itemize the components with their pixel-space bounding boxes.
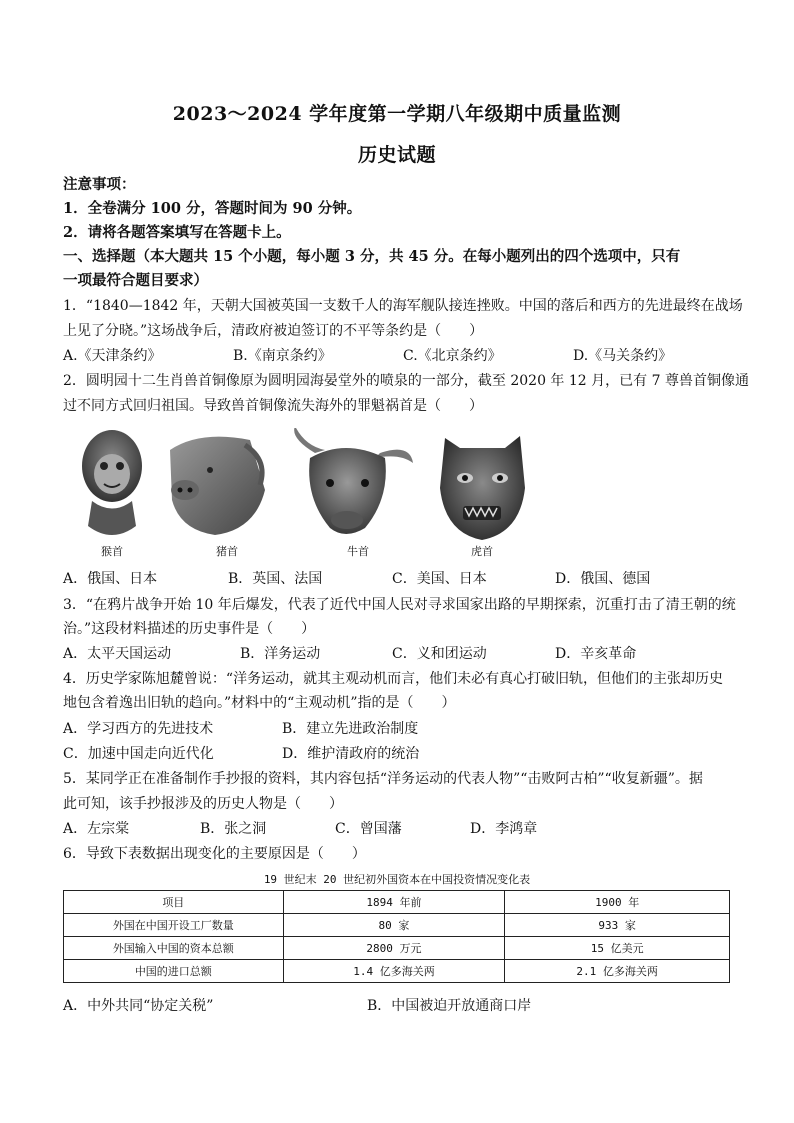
q6-option-a[interactable]: A．中外共同“协定关税” — [63, 998, 214, 1014]
note-item: 2．请将各题答案填写在答题卡上。 — [63, 224, 291, 241]
image-caption-pig: 猪首 — [216, 545, 238, 558]
table-row — [64, 960, 730, 983]
q5-option-c[interactable]: C．曾国藩 — [335, 821, 402, 837]
q4-option-b[interactable]: B．建立先进政治制度 — [282, 721, 419, 737]
q4-option-d[interactable]: D．维护清政府的统治 — [282, 746, 420, 762]
ox-head-icon — [285, 428, 415, 543]
table-cell: 933 家 — [505, 914, 730, 937]
table-cell: 2800 万元 — [283, 937, 505, 960]
q1-option-d[interactable]: D.《马关条约》 — [573, 348, 673, 364]
monkey-head-icon — [70, 426, 155, 543]
question-2-stem: 2．圆明园十二生肖兽首铜像原为圆明园海晏堂外的喷泉的一部分，截至 2020 年 12 月，已有 7 尊兽首铜像通 — [63, 373, 749, 389]
table-cell: 15 亿美元 — [505, 937, 730, 960]
table-header-cell: 1900 年 — [505, 891, 730, 914]
q5-option-d[interactable]: D．李鸿章 — [470, 821, 538, 837]
table-header-cell: 项目 — [64, 891, 284, 914]
exam-subtitle: 历史试题 — [357, 144, 436, 166]
q4-option-c[interactable]: C．加速中国走向近代化 — [63, 746, 214, 762]
q1-option-b[interactable]: B.《南京条约》 — [233, 348, 332, 364]
q2-option-b[interactable]: B．英国、法国 — [228, 571, 323, 587]
exam-title: 2023～2024 学年度第一学期八年级期中质量监测 — [172, 103, 622, 125]
question-5-stem-cont: 此可知，该手抄报涉及的历史人物是（ ） — [63, 796, 343, 812]
investment-table — [63, 890, 730, 983]
table-caption: 19 世纪末 20 世纪初外国资本在中国投资情况变化表 — [263, 873, 531, 886]
image-caption-tiger: 虎首 — [471, 545, 493, 558]
section-heading: 一、选择题（本大题共 15 个小题，每小题 3 分，共 45 分。在每小题列出的四个选项中，只有 — [63, 248, 681, 265]
image-caption-ox: 牛首 — [347, 545, 369, 558]
table-cell: 1.4 亿多海关两 — [283, 960, 505, 983]
table-header-row — [64, 891, 730, 914]
q3-option-c[interactable]: C．义和团运动 — [392, 646, 487, 662]
question-4-stem-cont: 地包含着逸出旧轨的趋向。”材料中的“主观动机”指的是（ ） — [63, 695, 456, 711]
section-heading-cont: 一项最符合题目要求） — [63, 272, 208, 289]
tiger-head-icon — [435, 428, 530, 543]
question-5-stem: 5．某同学正在准备制作手抄报的资料，其内容包括“洋务运动的代表人物”“击败阿古柏”“收复新疆”。据 — [63, 771, 703, 787]
question-1-stem: 1．“1840—1842 年，天朝大国被英国一支数千人的海军舰队接连挫败。中国的落后和西方的先进最终在战场 — [63, 298, 743, 314]
question-2-stem-cont: 过不同方式回归祖国。导致兽首铜像流失海外的罪魁祸首是（ ） — [63, 398, 483, 414]
q1-option-c[interactable]: C.《北京条约》 — [403, 348, 502, 364]
q3-option-a[interactable]: A．太平天国运动 — [63, 646, 172, 662]
note-item: 1．全卷满分 100 分，答题时间为 90 分钟。 — [63, 200, 362, 217]
table-row — [64, 937, 730, 960]
table-cell: 80 家 — [283, 914, 505, 937]
question-1-stem-cont: 上见了分晓。”这场战争后，清政府被迫签订的不平等条约是（ ） — [63, 323, 484, 339]
table-cell: 外国输入中国的资本总额 — [64, 937, 284, 960]
q5-option-b[interactable]: B．张之洞 — [200, 821, 267, 837]
table-cell: 中国的进口总额 — [64, 960, 284, 983]
notes-heading: 注意事项： — [63, 176, 136, 193]
pig-head-icon — [160, 430, 270, 540]
table-header-cell: 1894 年前 — [283, 891, 505, 914]
table-cell: 2.1 亿多海关两 — [505, 960, 730, 983]
q2-option-a[interactable]: A．俄国、日本 — [63, 571, 158, 587]
q2-option-d[interactable]: D．俄国、德国 — [555, 571, 651, 587]
q3-option-d[interactable]: D．辛亥革命 — [555, 646, 637, 662]
q6-option-b[interactable]: B．中国被迫开放通商口岸 — [367, 998, 532, 1014]
question-3-stem-cont: 治。”这段材料描述的历史事件是（ ） — [63, 621, 316, 637]
q2-option-c[interactable]: C．美国、日本 — [392, 571, 487, 587]
q1-option-a[interactable]: A.《天津条约》 — [63, 348, 162, 364]
q3-option-b[interactable]: B．洋务运动 — [240, 646, 321, 662]
table-cell: 外国在中国开设工厂数量 — [64, 914, 284, 937]
q4-option-a[interactable]: A．学习西方的先进技术 — [63, 721, 214, 737]
question-3-stem: 3．“在鸦片战争开始 10 年后爆发，代表了近代中国人民对寻求国家出路的早期探索，沉重打击了清王朝的统 — [63, 597, 736, 613]
q5-option-a[interactable]: A．左宗棠 — [63, 821, 130, 837]
table-row — [64, 914, 730, 937]
question-6-stem: 6．导致下表数据出现变化的主要原因是（ ） — [63, 846, 366, 862]
question-4-stem: 4．历史学家陈旭麓曾说：“洋务运动，就其主观动机而言，他们未必有真心打破旧轨，但他们的主张却历史 — [63, 671, 724, 687]
image-caption-monkey: 猴首 — [101, 545, 123, 558]
